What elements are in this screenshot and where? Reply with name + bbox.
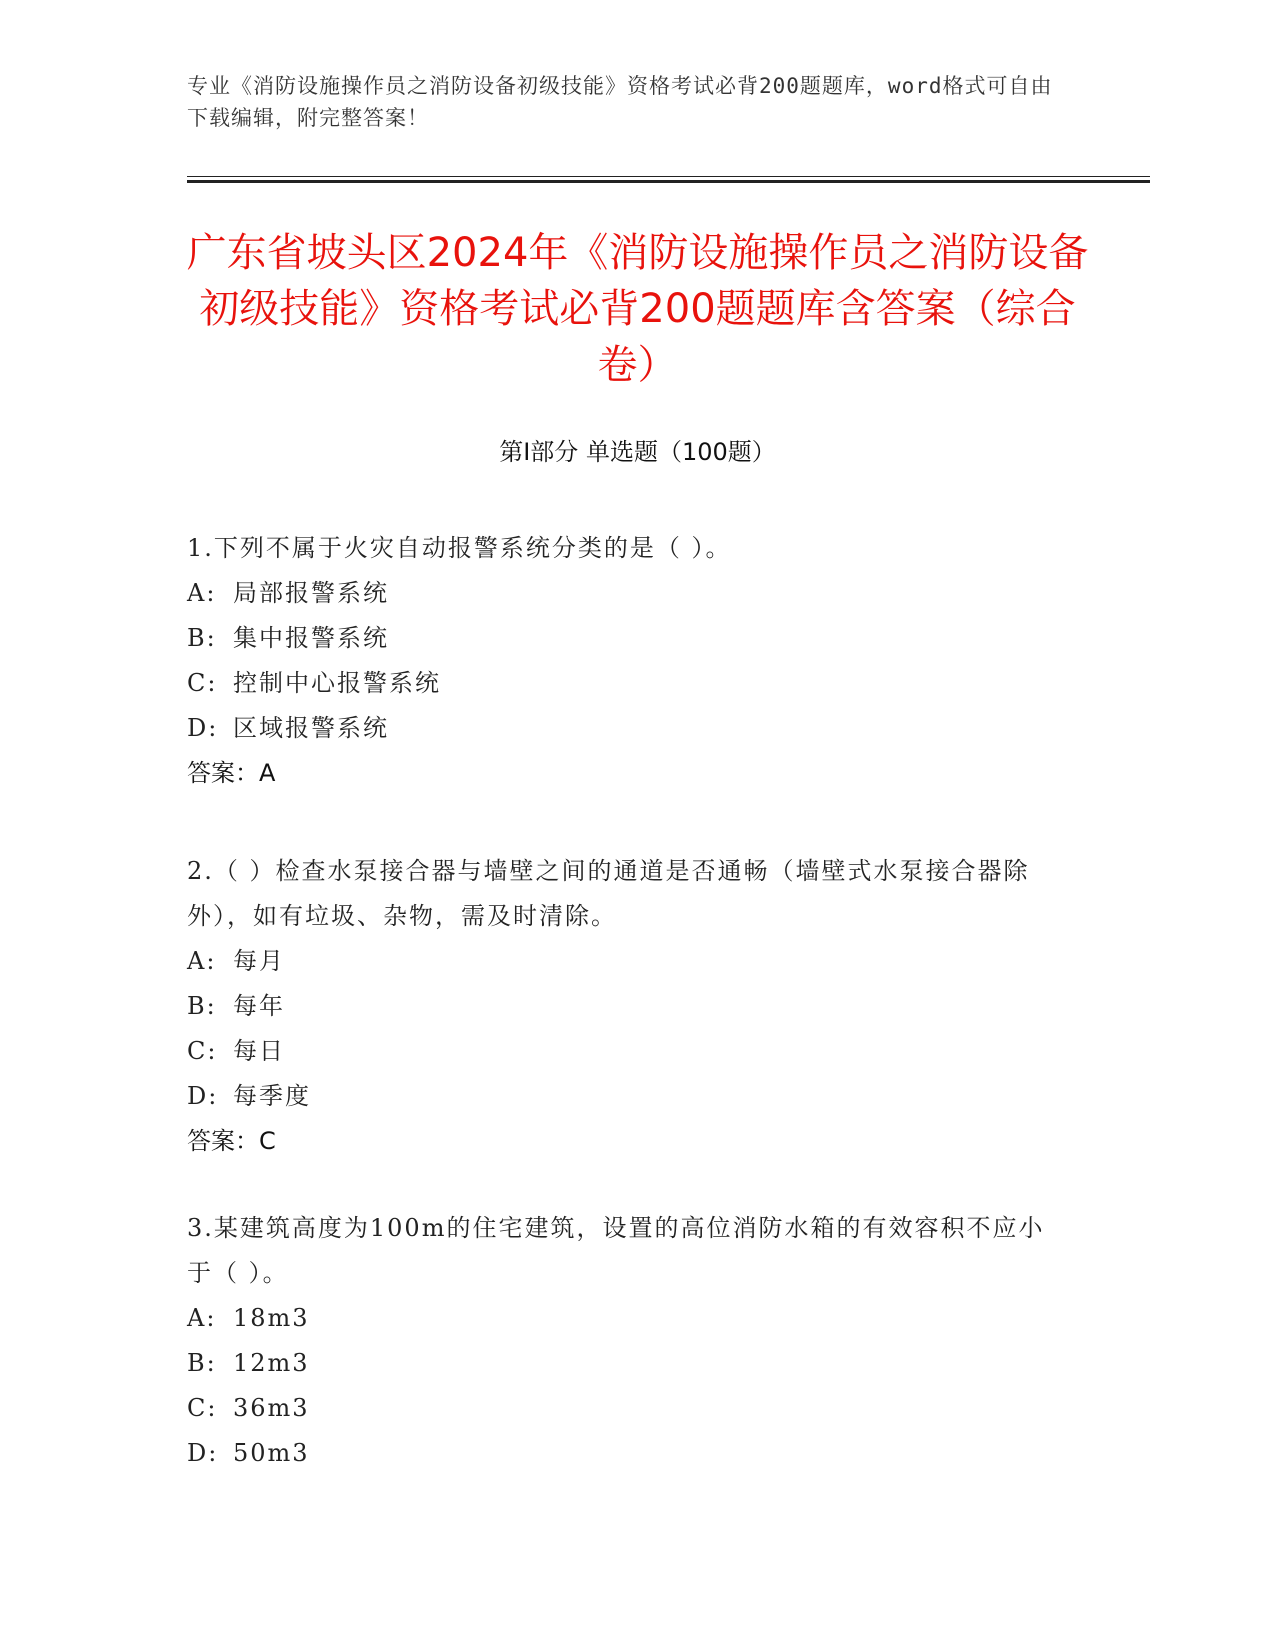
option-text: 每年: [233, 992, 285, 1020]
option-letter: D:: [187, 1082, 219, 1110]
option-letter: D:: [187, 1439, 219, 1467]
option-d: [187, 1431, 1067, 1476]
option-text: 局部报警系统: [233, 579, 389, 607]
option-text: 18m3: [233, 1304, 310, 1332]
option-text: 控制中心报警系统: [233, 669, 441, 697]
question-text: 1.下列不属于火灾自动报警系统分类的是（ ）。: [187, 534, 732, 562]
option-letter: B:: [187, 992, 217, 1020]
option-letter: A:: [187, 947, 217, 975]
option-letter: B:: [187, 624, 217, 652]
option-letter: A:: [187, 1304, 217, 1332]
option-d: [187, 706, 1067, 751]
header-note: 专业《消防设施操作员之消防设备初级技能》资格考试必背200题题库，word格式可自由下载编辑，附完整答案！: [187, 74, 1053, 130]
option-text: 每季度: [233, 1082, 311, 1110]
option-c: [187, 661, 1067, 706]
option-text: 50m3: [233, 1439, 310, 1467]
option-a: [187, 571, 1067, 616]
option-b: [187, 984, 1067, 1029]
option-a: [187, 1296, 1067, 1341]
option-b: [187, 1341, 1067, 1386]
option-d: [187, 1074, 1067, 1119]
option-c: [187, 1386, 1067, 1431]
question-1: [187, 526, 1067, 796]
option-letter: C:: [187, 669, 218, 697]
question-text: 3.某建筑高度为100m的住宅建筑，设置的高位消防水箱的有效容积不应小于（ ）。: [187, 1214, 1045, 1287]
option-letter: A:: [187, 579, 217, 607]
option-c: [187, 1029, 1067, 1074]
option-b: [187, 616, 1067, 661]
option-text: 每月: [233, 947, 285, 975]
answer-line: 答案：C: [187, 1127, 276, 1155]
document-title: 广东省坡头区2024年《消防设施操作员之消防设备初级技能》资格考试必背200题题库含答案（综合卷）: [186, 230, 1089, 388]
option-letter: C:: [187, 1037, 218, 1065]
option-letter: D:: [187, 714, 219, 742]
option-letter: C:: [187, 1394, 218, 1422]
header-divider-thin: [187, 176, 1150, 177]
question-2: [187, 849, 1067, 1164]
answer-line: 答案：A: [187, 759, 276, 787]
option-text: 每日: [233, 1037, 285, 1065]
option-text: 区域报警系统: [233, 714, 389, 742]
option-text: 集中报警系统: [233, 624, 389, 652]
option-text: 12m3: [233, 1349, 310, 1377]
section-heading: 第Ⅰ部分 单选题（100题）: [499, 438, 776, 466]
question-3: [187, 1206, 1067, 1476]
option-text: 36m3: [233, 1394, 310, 1422]
option-a: [187, 939, 1067, 984]
header-divider-thick: [187, 180, 1150, 183]
option-letter: B:: [187, 1349, 217, 1377]
question-text: 2.（ ）检查水泵接合器与墙壁之间的通道是否通畅（墙壁式水泵接合器除外），如有垃圾、杂物，需及时清除。: [187, 857, 1030, 930]
